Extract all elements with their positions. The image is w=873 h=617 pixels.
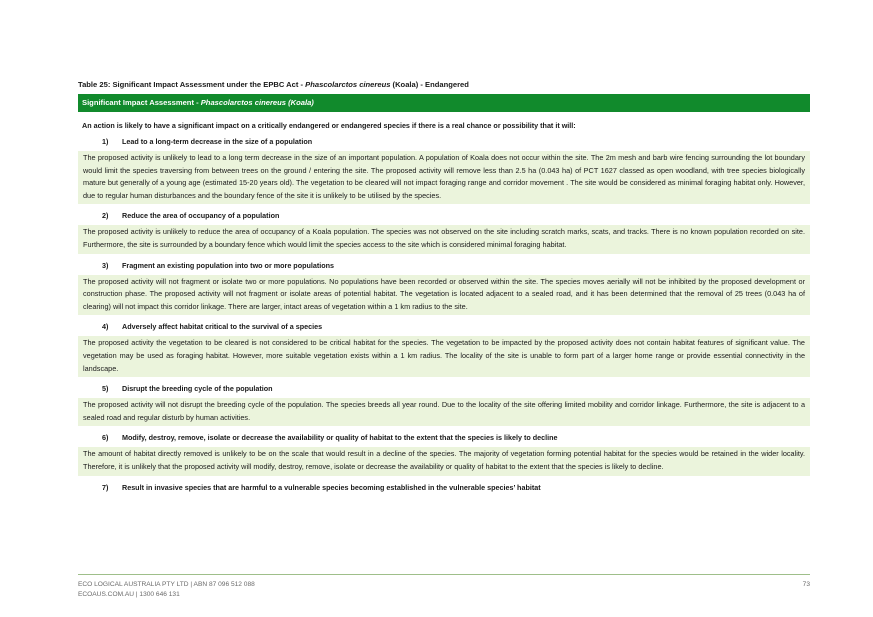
table-header-species: Phascolarctos cinereus (Koala)	[200, 98, 314, 107]
criterion-heading	[78, 132, 810, 151]
caption-suffix: (Koala) - Endangered	[390, 80, 469, 89]
criterion-number: 1)	[102, 137, 109, 146]
footer-line-2: ECOAUS.COM.AU | 1300 646 131	[78, 590, 180, 598]
criterion-number: 6)	[102, 433, 109, 443]
criterion-heading	[78, 428, 810, 447]
criterion-title: Lead to a long-term decrease in the size of a population	[122, 137, 313, 146]
criterion-heading	[78, 478, 810, 497]
table-header	[78, 94, 810, 112]
footer-company	[78, 580, 255, 599]
criterion-title: Disrupt the breeding cycle of the population	[122, 384, 273, 394]
table-header-prefix: Significant Impact Assessment -	[82, 98, 201, 107]
criterion-title: Modify, destroy, remove, isolate or decrease the availability or quality of habitat to the extent that the species is likely to decline	[122, 433, 558, 443]
criterion-heading	[78, 379, 810, 398]
table-intro: An action is likely to have a significant impact on a critically endangered or endangered species if there is a real chance or possibility that it will:	[82, 121, 576, 130]
criterion-response: The amount of habitat directly removed is unlikely to be on the scale that would result in a decline of the species. The majority of vegetation forming potential habitat for the species would be retained in the wider locality. Therefore, it is unlikely that the proposed activity will modify, destroy, remove, isolate or decrease the availability or quality of habitat to the extent that the species is likely to decline.	[78, 447, 810, 475]
criterion-number: 7)	[102, 482, 109, 492]
criterion-response: The proposed activity is unlikely to reduce the area of occupancy of a Koala population. The species was not observed on the site including scratch marks, scats, and tracks. There is no known population recorded on site. Furthermore, the site is surrounded by a boundary fence which would limit the species access to the site which is considered minimal foraging habitat.	[78, 225, 810, 253]
criterion-response: The proposed activity is unlikely to lead to a long term decrease in the size of an important population. A population of Koala does not occur within the site. The 2m mesh and barb wire fencing surrounding the lot boundary would limit the species traversing from between trees on the ground / entering the site. The proposed activity will remove less than 2.5 ha (0.043 ha) of PCT 1627 classed as open woodland, with tree species biologically mature but generally of a young age (estimated 15-20 years old). The vegetation to be cleared will not impact foraging range and corridor movement . The site would be considered as minimal foraging habitat only. However, due to regular human disturbances and the boundary fence of the site it is unlikely to be utilised by the species.	[78, 151, 810, 204]
criterion-number: 2)	[102, 211, 109, 221]
criterion-title: Reduce the area of occupancy of a population	[122, 211, 280, 221]
page-number: 73	[802, 581, 810, 588]
criterion-title: Adversely affect habitat critical to the survival of a species	[122, 322, 323, 332]
footer-divider	[78, 574, 810, 575]
caption-species: Phascolarctos cinereus	[305, 80, 391, 89]
impact-assessment-table	[78, 94, 810, 497]
footer-line-1: ECO LOGICAL AUSTRALIA PTY LTD | ABN 87 096 512 088	[78, 581, 255, 588]
criterion-title: Fragment an existing population into two or more populations	[122, 260, 335, 270]
criterion-heading	[78, 317, 810, 336]
criterion-response: The proposed activity will not fragment or isolate two or more populations. No populations have been recorded or observed within the site. The species moves aerially will not be inhibited by the proposed development or construction phase. The proposed activity will not fragment or isolate areas of potential habitat. The vegetation is located adjacent to a sealed road, and it has been determined that the removal of 25 trees (0.043 ha of clearing) will not impact this corridor linkage. There are larger, intact areas of vegetation within a 1 km radius to the site.	[78, 275, 810, 316]
criterion-heading	[78, 206, 810, 225]
criterion-number: 4)	[102, 322, 109, 332]
criterion-heading	[78, 256, 810, 275]
criterion-response: The proposed activity will not disrupt the breeding cycle of the population. The species breeds all year round. Due to the locality of the site offering limited mobility and corridor linkage. Furthermore, the site is adjacent to a sealed road and regular disturb by human activities.	[78, 398, 810, 426]
criterion-response: The proposed activity the vegetation to be cleared is not considered to be critical habitat for the species. The vegetation to be impacted by the proposed activity does not contain habitat features of significant value. The vegetation may be used as foraging habitat. However, more suitable vegetation exists within a 1 km radius. The locality of the site is unable to form part of a larger home range or provide essential connectivity in the landscape.	[78, 336, 810, 377]
caption-prefix: Table 25: Significant Impact Assessment under the EPBC Act -	[78, 80, 306, 89]
table-caption	[78, 80, 810, 90]
criterion-number: 3)	[102, 260, 109, 270]
criterion-number: 5)	[102, 384, 109, 394]
criterion-title: Result in invasive species that are harmful to a vulnerable species becoming established in the vulnerable species’ habitat	[122, 482, 541, 492]
